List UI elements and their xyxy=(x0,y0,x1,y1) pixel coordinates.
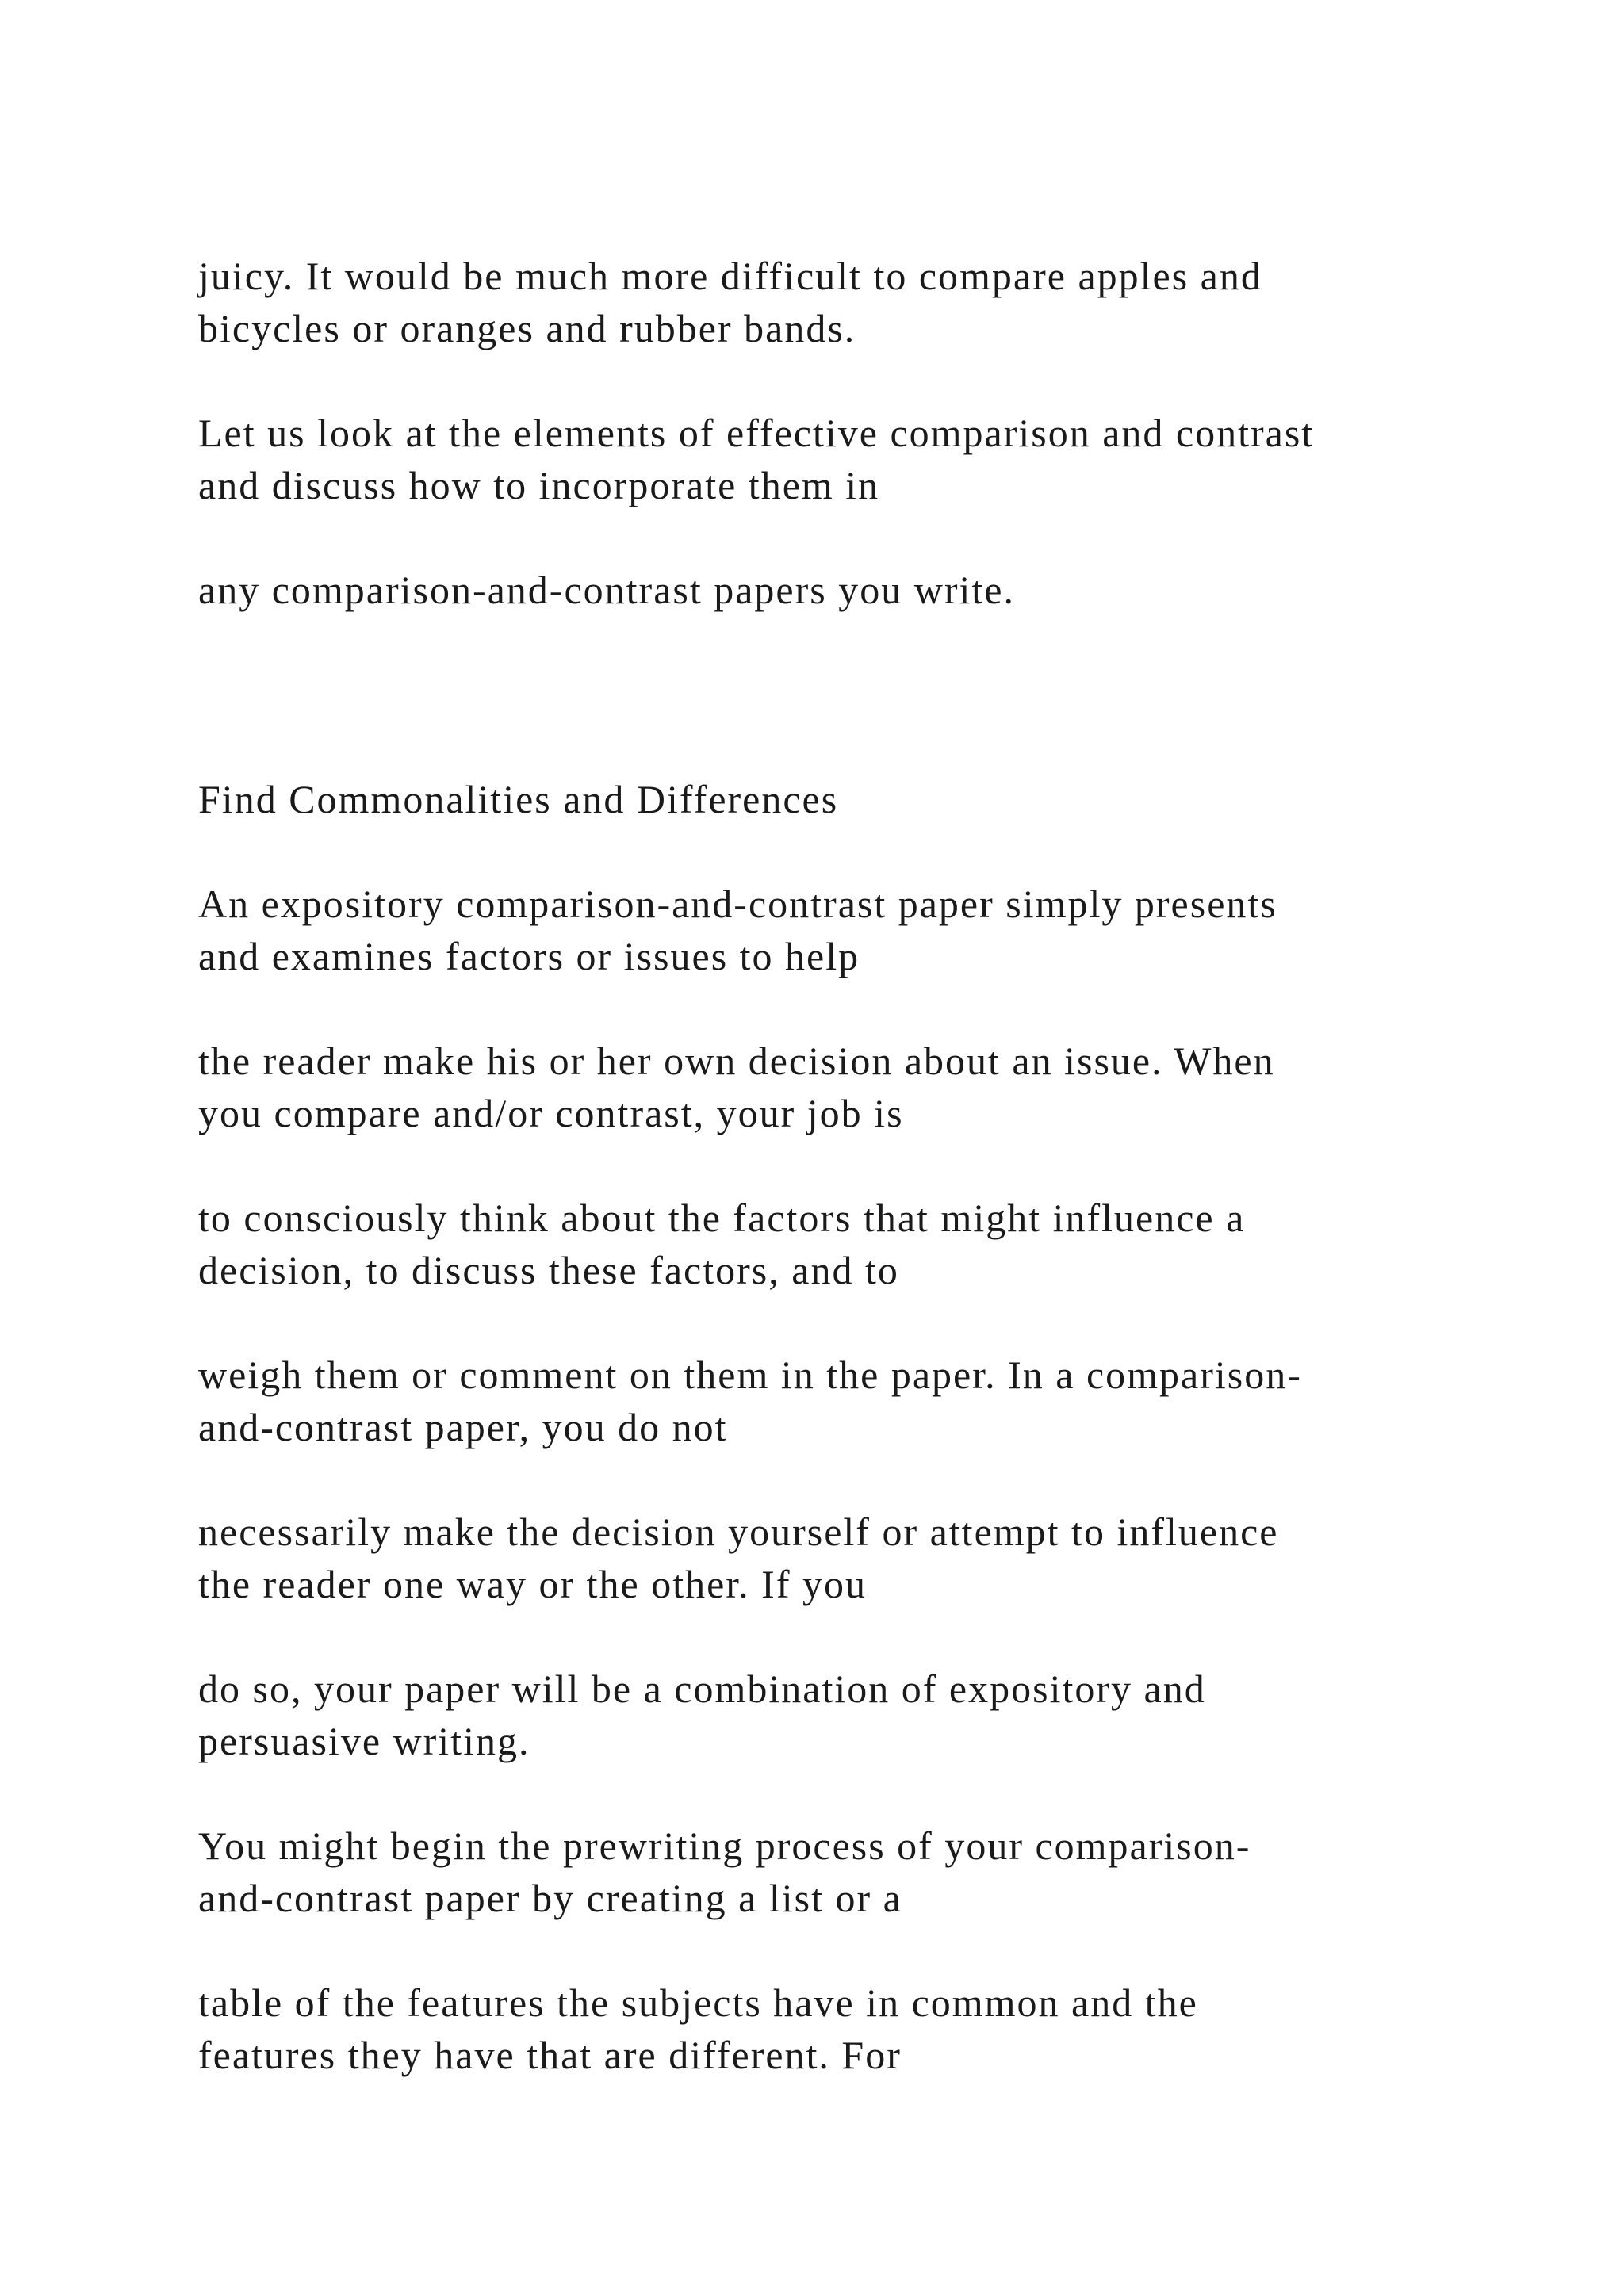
section-heading: Find Commonalities and Differences xyxy=(198,777,839,821)
text-line: any comparison-and-contrast papers you write. xyxy=(198,568,1015,612)
text-line: juicy. It would be much more difficult to compare apples and xyxy=(198,254,1262,298)
text-line: and discuss how to incorporate them in xyxy=(198,463,880,507)
text-line: You might begin the prewriting process of your comparison- xyxy=(198,1823,1251,1868)
text-line: Let us look at the elements of effective comparison and contrast xyxy=(198,411,1315,455)
text-line: you compare and/or contrast, your job is xyxy=(198,1091,904,1135)
text-line: do so, your paper will be a combination of expository and xyxy=(198,1667,1206,1711)
text-line: bicycles or oranges and rubber bands. xyxy=(198,306,856,350)
text-line: decision, to discuss these factors, and to xyxy=(198,1248,899,1292)
text-line: and-contrast paper, you do not xyxy=(198,1405,728,1449)
text-line: An expository comparison-and-contrast paper simply presents xyxy=(198,882,1277,926)
text-line: weigh them or comment on them in the paper. In a comparison- xyxy=(198,1353,1302,1397)
text-line: to consciously think about the factors that might influence a xyxy=(198,1196,1246,1240)
text-line: persuasive writing. xyxy=(198,1719,530,1763)
text-line: table of the features the subjects have in common and the xyxy=(198,1980,1198,2025)
text-line: the reader one way or the other. If you xyxy=(198,1562,867,1606)
text-line: features they have that are different. For xyxy=(198,2033,902,2077)
text-line: and-contrast paper by creating a list or a xyxy=(198,1876,902,1920)
text-line: necessarily make the decision yourself or attempt to influence xyxy=(198,1510,1279,1554)
text-line: and examines factors or issues to help xyxy=(198,934,860,978)
text-line: the reader make his or her own decision about an issue. When xyxy=(198,1039,1275,1083)
